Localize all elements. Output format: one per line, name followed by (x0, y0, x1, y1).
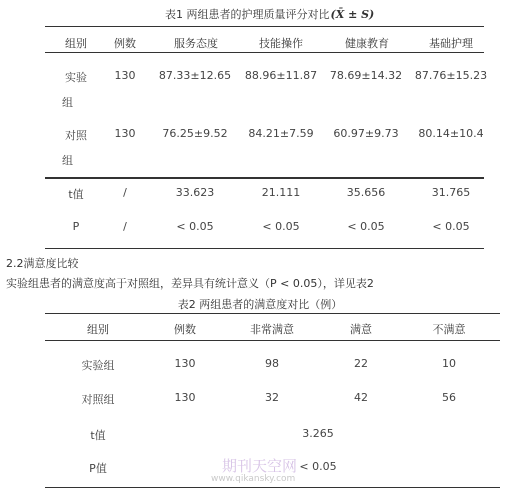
table1-t-v4: 31.765 (431, 186, 471, 199)
table2-row-ctl-very: 32 (265, 391, 279, 404)
watermark-url: www.qikansky.com (211, 474, 296, 484)
table1-row-ctl-group-2: 组 (62, 154, 73, 167)
table2-header-very: 非常满意 (250, 323, 294, 336)
table2-row-exp-group: 实验组 (81, 359, 115, 372)
table1-header-group: 组别 (65, 37, 87, 50)
table2-bottom-rule (45, 487, 500, 488)
table2-header-rule (45, 340, 500, 341)
table1-t-v1: 33.623 (175, 186, 215, 199)
table2-row-ctl-n: 130 (174, 391, 196, 404)
table2-top-rule (45, 313, 500, 314)
section-text: 实验组患者的满意度高于对照组，差异具有统计意义（P < 0.05），详见表2 (6, 277, 374, 290)
table1-p-v3: < 0.05 (347, 220, 385, 233)
table1-p-v2: < 0.05 (262, 220, 300, 233)
table1-formula: (X̄ ± S) (330, 8, 375, 21)
table1-row-exp-v4: 87.76±15.23 (414, 69, 488, 82)
table1-row-exp-v3: 78.69±14.32 (329, 69, 403, 82)
table1-row-ctl-v2: 84.21±7.59 (248, 127, 314, 140)
table1-t-n: / (123, 186, 127, 199)
table2-header-sat: 满意 (350, 323, 372, 336)
table2-p-label: P值 (89, 462, 107, 475)
table1-t-v2: 21.111 (261, 186, 301, 199)
watermark-title: 期刊天空网 (222, 457, 298, 475)
table2-header-unsat: 不满意 (432, 323, 466, 336)
table1-row-exp-v1: 87.33±12.65 (158, 69, 232, 82)
table1-row-exp-group-1: 实验 (65, 71, 87, 84)
table1-header-skill: 技能操作 (259, 37, 303, 50)
table1-bottom-rule (45, 248, 484, 249)
table1-row-exp-n: 130 (114, 69, 136, 82)
table1-p-label: P (72, 220, 80, 233)
table1-row-ctl-v1: 76.25±9.52 (162, 127, 228, 140)
table2-p-value: < 0.05 (299, 460, 337, 473)
table1-header-rule (45, 52, 484, 53)
table2-row-ctl-sat: 42 (354, 391, 368, 404)
table2-header-count: 例数 (174, 323, 196, 336)
table2-t-value: 3.265 (302, 427, 334, 440)
table2-t-label: t值 (90, 429, 106, 442)
table1-row-ctl-v3: 60.97±9.73 (333, 127, 399, 140)
table1-row-ctl-n: 130 (114, 127, 136, 140)
table2-row-exp-unsat: 10 (442, 357, 456, 370)
table1-mid-rule (45, 177, 484, 179)
table2-row-ctl-group: 对照组 (81, 393, 115, 406)
table2-header-group: 组别 (87, 323, 109, 336)
table2-row-ctl-unsat: 56 (442, 391, 456, 404)
table2-row-exp-very: 98 (265, 357, 279, 370)
table1-p-n: / (123, 220, 127, 233)
table1-p-v4: < 0.05 (432, 220, 470, 233)
table1-row-exp-group-2: 组 (62, 96, 73, 109)
table1-t-label: t值 (68, 188, 84, 201)
section-heading: 2.2满意度比较 (6, 257, 79, 270)
table1-header-service: 服务态度 (174, 37, 218, 50)
table1-row-exp-v2: 88.96±11.87 (244, 69, 318, 82)
table1-header-count: 例数 (114, 37, 136, 50)
table2-caption: 表2 两组患者的满意度对比（例） (177, 298, 343, 311)
table1-p-v1: < 0.05 (176, 220, 214, 233)
table1-header-health: 健康教育 (345, 37, 389, 50)
table2-row-exp-sat: 22 (354, 357, 368, 370)
table1-t-v3: 35.656 (346, 186, 386, 199)
table1-row-ctl-group-1: 对照 (65, 129, 87, 142)
table1-caption-text: 表1 两组患者的护理质量评分对比 (165, 8, 330, 21)
table1-top-rule (45, 26, 484, 27)
table1-caption (165, 6, 374, 22)
table1-header-basic: 基础护理 (429, 37, 473, 50)
table2-row-exp-n: 130 (174, 357, 196, 370)
table1-row-ctl-v4: 80.14±10.4 (418, 127, 484, 140)
